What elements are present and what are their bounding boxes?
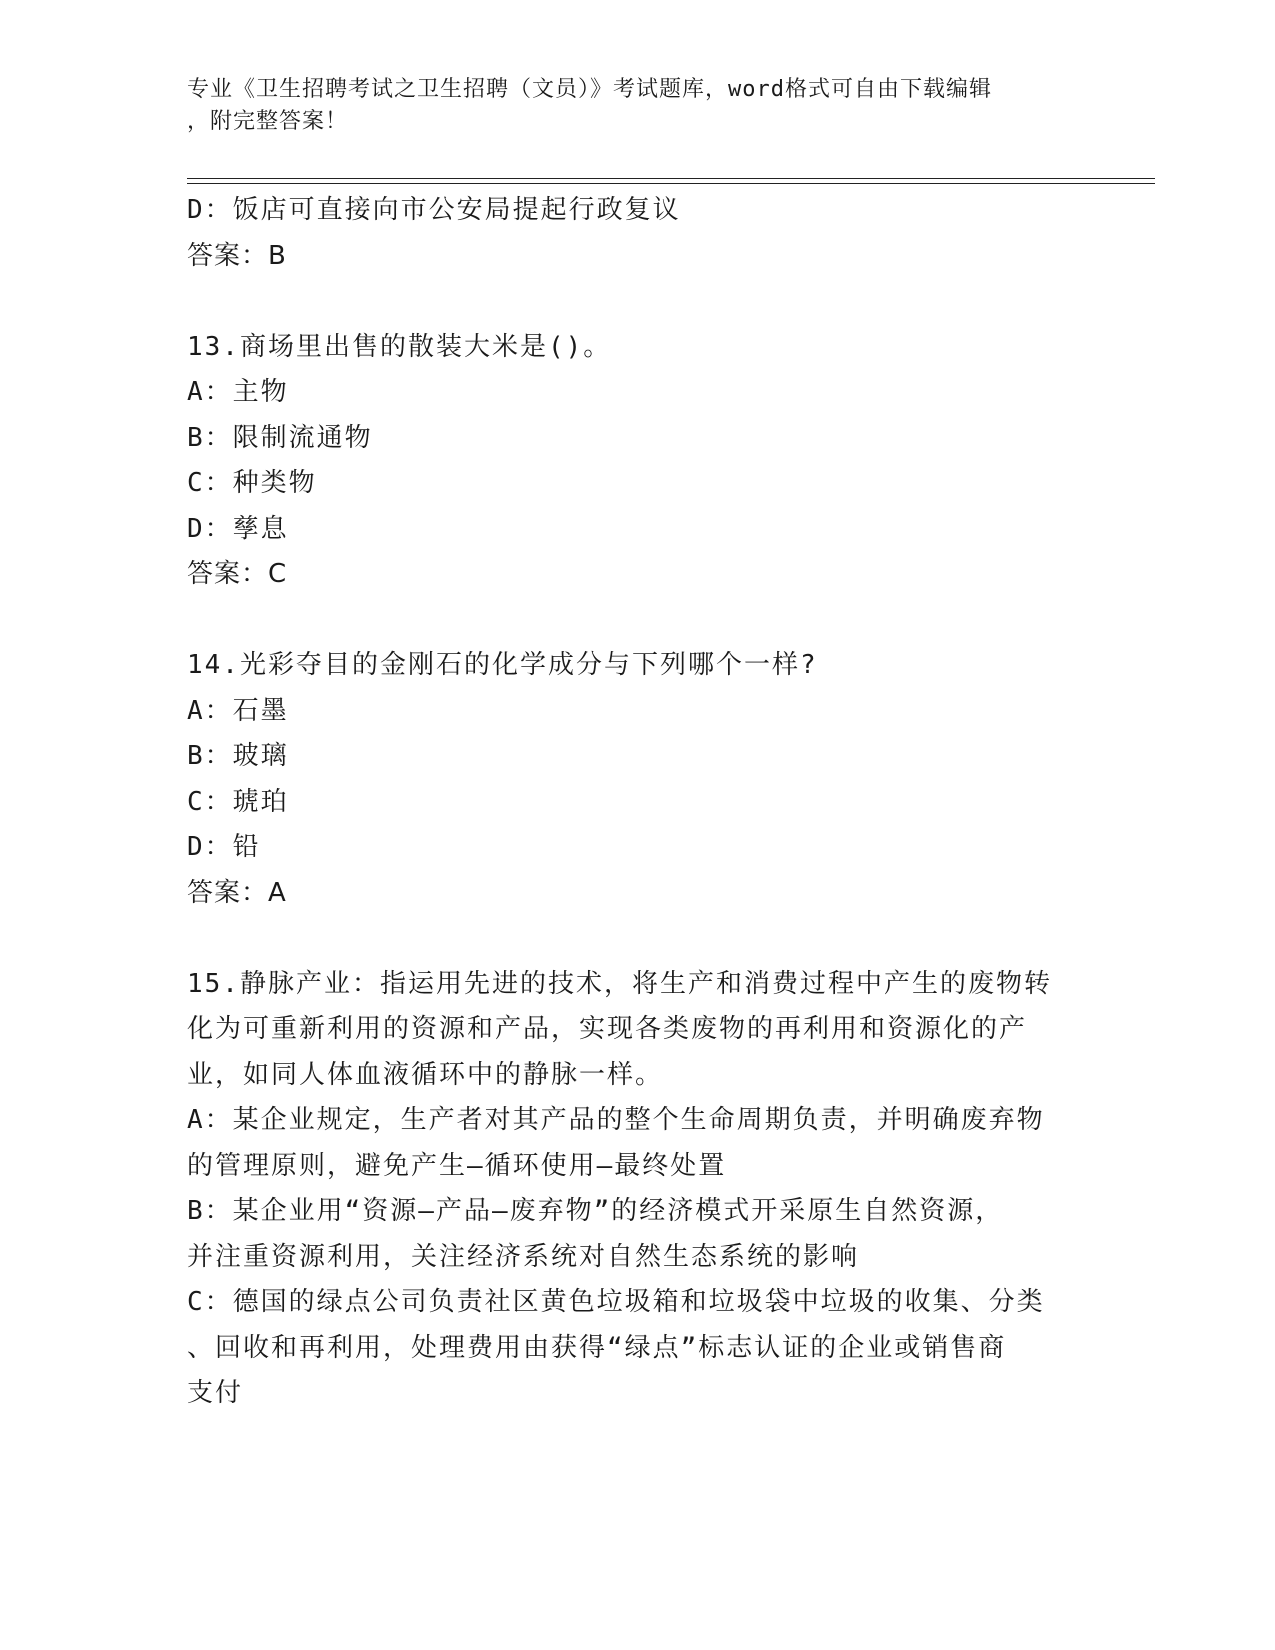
header-line-2: ，附完整答案！ [187, 109, 349, 134]
option-a: A：主物 [187, 377, 289, 407]
option-line: A：某企业规定，生产者对其产品的整个生命周期负责，并明确废弃物 [187, 1105, 1045, 1135]
question-15 [187, 962, 1087, 1417]
option-c: C：种类物 [187, 468, 317, 498]
page-header [187, 74, 1077, 138]
spacer [187, 279, 1087, 325]
stem-line: 化为可重新利用的资源和产品，实现各类废物的再利用和资源化的产 [187, 1014, 1028, 1044]
option-b: B：限制流通物 [187, 422, 373, 453]
option-line: 的管理原则，避免产生—循环使用—最终处置 [187, 1150, 727, 1181]
option-d: D：铅 [187, 832, 261, 862]
option-a: A：石墨 [187, 695, 289, 726]
header-line-1: 专业《卫生招聘考试之卫生招聘（文员）》考试题库，word格式可自由下载编辑 [187, 77, 992, 102]
answer-line: 答案：C [187, 559, 288, 589]
option-line: 、回收和再利用，处理费用由获得“绿点”标志认证的企业或销售商 [187, 1332, 1007, 1363]
answer-line: 答案：A [187, 877, 287, 908]
stem-line: 业，如同人体血液循环中的静脉一样。 [187, 1059, 664, 1090]
question-stem: 13.商场里出售的散装大米是()。 [187, 331, 612, 362]
option-d: D：孳息 [187, 513, 289, 544]
header-rule-bottom [187, 183, 1155, 184]
question-stem: 14.光彩夺目的金刚石的化学成分与下列哪个一样? [187, 650, 818, 680]
option-c: C：琥珀 [187, 786, 289, 817]
question-content [187, 188, 1087, 1417]
option-line: 支付 [187, 1378, 244, 1408]
option-line: C：德国的绿点公司负责社区黄色垃圾箱和垃圾袋中垃圾的收集、分类 [187, 1287, 1045, 1317]
option-line: 并注重资源利用，关注经济系统对自然生态系统的影响 [187, 1241, 860, 1272]
question-stem [187, 962, 1087, 1099]
answer-line: 答案：B [187, 240, 287, 271]
option-c [187, 1280, 1087, 1417]
option-b [187, 1189, 1087, 1280]
header-rule-top [187, 178, 1155, 179]
option-a [187, 1098, 1087, 1189]
question-14 [187, 643, 1087, 916]
stem-line: 15.静脉产业：指运用先进的技术，将生产和消费过程中产生的废物转 [187, 968, 1052, 999]
option-line: B：某企业用“资源—产品—废弃物”的经济模式开采原生自然资源， [187, 1196, 1004, 1226]
question-13 [187, 325, 1087, 598]
option-d: D：饭店可直接向市公安局提起行政复议 [187, 195, 681, 225]
option-b: B：玻璃 [187, 741, 289, 771]
spacer [187, 916, 1087, 962]
spacer [187, 598, 1087, 644]
